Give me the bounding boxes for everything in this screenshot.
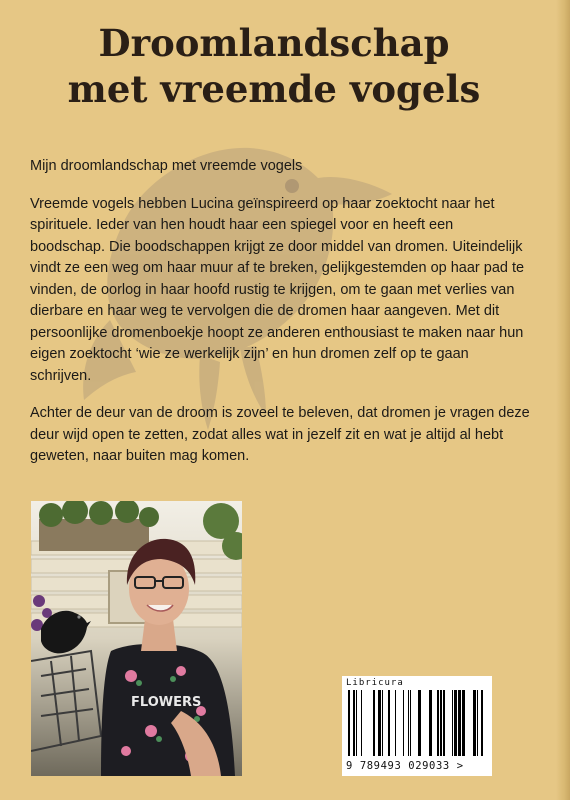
cover-edge [556,0,570,800]
barcode-bar [403,690,404,756]
barcode-bar [418,690,421,756]
title-line-1: Droomlandschap [98,21,450,65]
shirt-print-text: FLOWERS [131,695,202,710]
author-photo [31,501,242,776]
barcode-bar [361,690,362,756]
book-title [0,20,548,112]
isbn-barcode [342,676,492,776]
barcode-bar [353,690,355,756]
barcode-bar [477,690,478,756]
barcode-bar [388,690,390,756]
author-photo-image [31,501,242,776]
barcode-bar [443,690,445,756]
barcode-bar [348,690,350,756]
barcode-bar [481,690,483,756]
barcode-bar [440,690,442,756]
barcode-bar [462,690,465,756]
isbn-number: 9 789493 029033 > [346,760,464,772]
title-line-2: met vreemde vogels [67,67,481,111]
barcode-bar [373,690,375,756]
publisher-name: Libricura [346,678,404,688]
barcode-bar [382,690,383,756]
barcode-bar [452,690,453,756]
blurb [30,156,530,484]
blurb-paragraph-2: Achter de deur van de droom is zoveel te beleven, dat dromen je vragen deze deur wijd open te zetten, zodat alles wat in jezelf zit en wat je altijd al hebt geweten, naar buiten mag komen. [30,405,530,464]
barcode-bar [458,690,461,756]
barcode-bar [410,690,411,756]
blurb-paragraph-1: Vreemde vogels hebben Lucina geïnspireerd op haar zoektocht naar het spirituele. Ieder van hen houdt haar een spiegel voor en heeft een boodschap. Die boodschappen krijgt ze door middel van dromen. Uiteindelijk vindt ze een weg om haar muur af te breken, gelijkgestemden op haar pad te vinden, de oorlog in haar hoofd rustig te krijgen, om te gaan met verlies van dierbare en haar weg te vervolgen die de dromen haar aangeven. Met dit persoonlijke dromenboekje hoopt ze anderen enthousiast te maken naar hun eigen zoektocht ‘wie ze werkelijk zijn’ en hun dromen zelf op te gaan schrijven. [30,195,525,384]
blurb-subtitle: Mijn droomlandschap met vreemde vogels [30,158,303,174]
barcode-bar [429,690,432,756]
barcode-bar [395,690,396,756]
barcode-bar [473,690,476,756]
barcode-bar [378,690,381,756]
barcode-bar [408,690,409,756]
barcode-bar [437,690,439,756]
barcode-bar [454,690,457,756]
barcode-bars-icon [348,690,486,756]
barcode-bar [356,690,357,756]
